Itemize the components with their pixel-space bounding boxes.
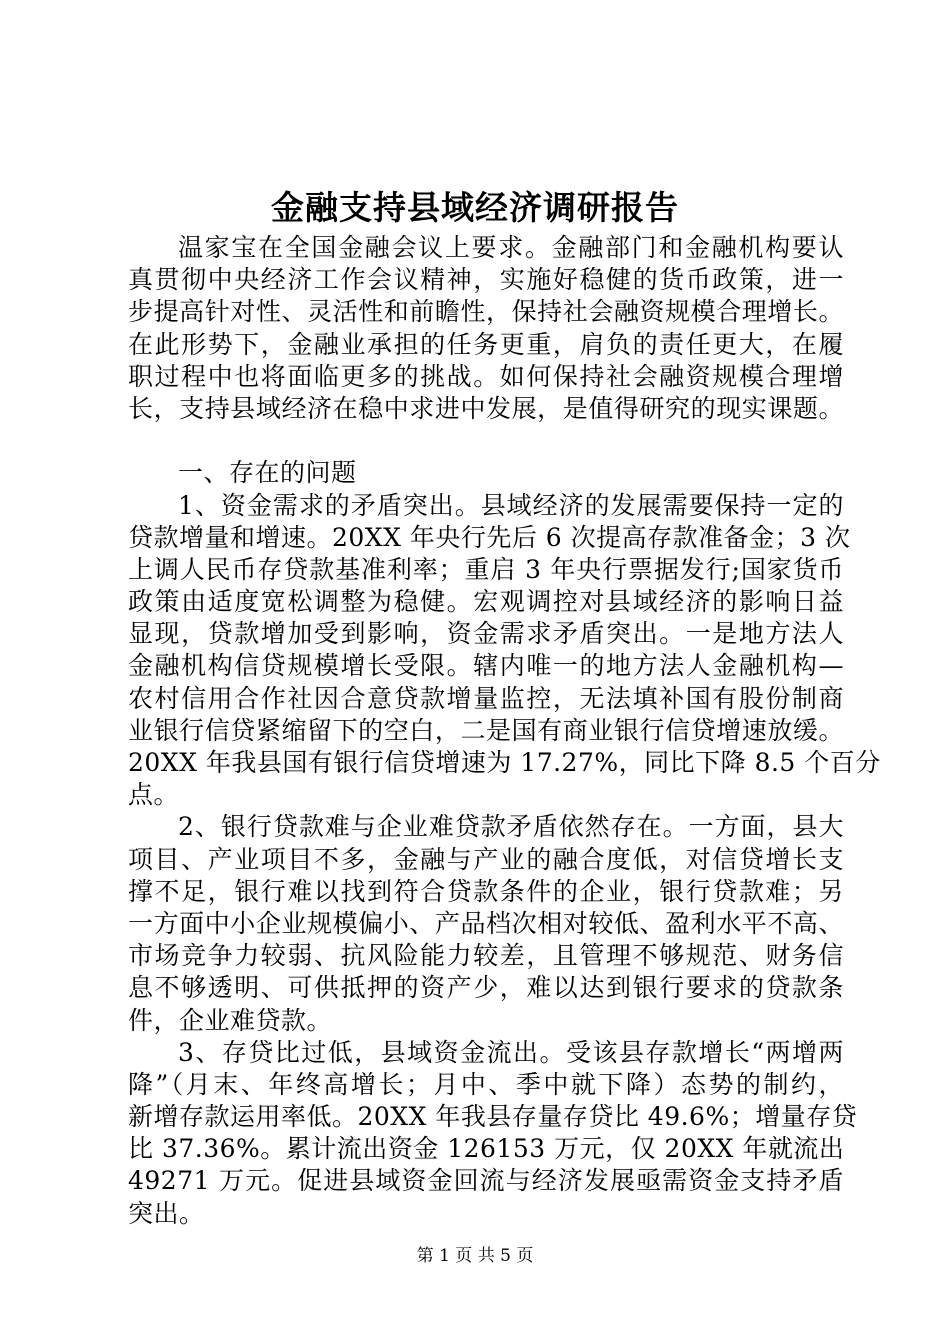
text-line: 比 37.36%。累计流出资金 126153 万元，仅 20XX 年就流出 [128, 1134, 845, 1164]
text-line: 温家宝在全国金融会议上要求。金融部门和金融机构要认 [178, 233, 844, 262]
paragraph-spacer [128, 425, 844, 457]
text-line: 职过程中也将面临更多的挑战。如何保持社会融资规模合理增 [128, 361, 844, 391]
text-line: 上调人民币存贷款基准利率；重启 3 年央行票据发行;国家货币 [128, 554, 844, 584]
intro-paragraph [128, 232, 844, 425]
text-line: 点。 [128, 780, 180, 810]
text-line: 农村信用合作社因合意贷款增量监控，无法填补国有股份制商 [128, 683, 844, 713]
text-line: 新增存款运用率低。20XX 年我县存量存贷比 49.6%；增量存贷 [128, 1102, 858, 1132]
text-line: 步提高针对性、灵活性和前瞻性，保持社会融资规模合理增长。 [128, 297, 844, 327]
text-line: 金融机构信贷规模增长受限。辖内唯一的地方法人金融机构— [128, 651, 844, 681]
issue-2-paragraph [128, 811, 844, 1036]
section-heading: 一、存在的问题 [178, 458, 357, 488]
page-number-footer: 第 1 页 共 5 页 [416, 1246, 534, 1266]
page-title: 金融支持县域经济调研报告 [271, 188, 679, 227]
text-line: 在此形势下，金融业承担的任务更重，肩负的责任更大，在履 [128, 329, 844, 359]
text-line: 政策由适度宽松调整为稳健。宏观调控对县域经济的影响日益 [128, 587, 844, 617]
text-line: 件，企业难贷款。 [128, 1005, 333, 1035]
text-line: 3、存贷比过低，县域资金流出。受该县存款增长“两增两 [178, 1037, 844, 1067]
text-line: 一方面中小企业规模偏小、产品档次相对较低、盈利水平不高、 [128, 908, 844, 938]
issue-1-paragraph [128, 490, 881, 812]
text-line: 项目、产业项目不多，金融与产业的融合度低，对信贷增长支 [128, 844, 844, 874]
text-line: 突出。 [128, 1198, 205, 1228]
text-line: 长，支持县域经济在稳中求进中发展，是值得研究的现实课题。 [128, 393, 844, 423]
text-line: 撑不足，银行难以找到符合贷款条件的企业，银行贷款难；另 [128, 876, 844, 906]
text-line: 贷款增量和增速。20XX 年央行先后 6 次提高存款准备金；3 次 [128, 522, 851, 552]
text-line: 49271 万元。促进县域资金回流与经济发展亟需资金支持矛盾 [128, 1166, 844, 1196]
text-line: 业银行信贷紧缩留下的空白，二是国有商业银行信贷增速放缓。 [128, 715, 844, 745]
text-line: 显现，贷款增加受到影响，资金需求矛盾突出。一是地方法人 [128, 619, 844, 649]
text-line: 市场竞争力较弱、抗风险能力较差，且管理不够规范、财务信 [128, 941, 844, 971]
text-line: 2、银行贷款难与企业难贷款矛盾依然存在。一方面，县大 [178, 812, 844, 842]
text-line: 20XX 年我县国有银行信贷增速为 17.27%，同比下降 8.5 个百分 [128, 748, 881, 777]
issue-3-paragraph [128, 1037, 858, 1230]
text-line: 降”（月末、年终高增长；月中、季中就下降）态势的制约， [128, 1069, 844, 1099]
text-line: 1、资金需求的矛盾突出。县域经济的发展需要保持一定的 [178, 490, 844, 520]
text-line: 真贯彻中央经济工作会议精神，实施好稳健的货币政策，进一 [128, 265, 844, 295]
document-body [128, 232, 881, 1230]
text-line: 息不够透明、可供抵押的资产少，难以达到银行要求的贷款条 [128, 973, 844, 1003]
